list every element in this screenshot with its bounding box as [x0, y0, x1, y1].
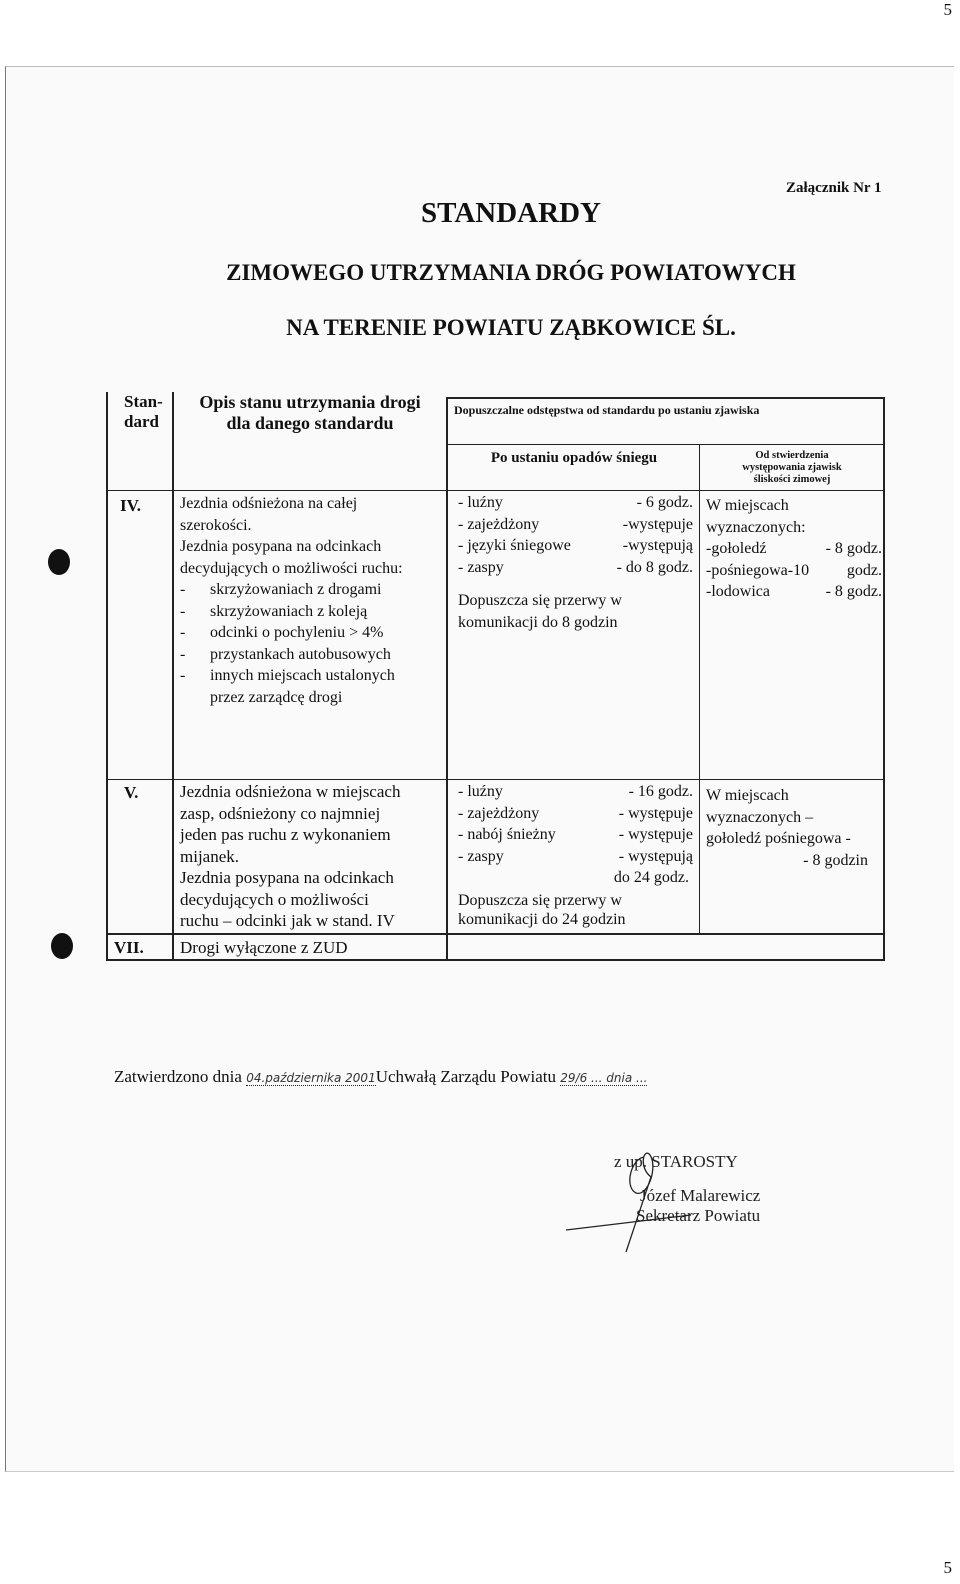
- approval-prefix: Zatwierdzono dnia: [114, 1067, 242, 1086]
- table-border: [106, 392, 108, 961]
- table-border: [448, 444, 885, 445]
- slippery-tail: - 8 godzin: [803, 851, 868, 869]
- snow-extra: do 24 godz.: [613, 869, 689, 886]
- punch-hole: [48, 549, 70, 575]
- table-border: [699, 444, 700, 934]
- description-item: - innych miejscach ustalonych: [180, 667, 395, 684]
- description-item: - odcinki o pochyleniu > 4%: [180, 624, 384, 641]
- header-description: Opis stanu utrzymania drogi dla danego standardu: [199, 392, 421, 433]
- header-snow: Po ustaniu opadów śniegu: [490, 450, 658, 466]
- snow-condition-row: - luźny - 16 godz.: [458, 783, 693, 800]
- slippery-conditions: [706, 785, 884, 871]
- description-line: szerokości.: [180, 516, 252, 534]
- slippery-row: -pośniegowa-10 godz.: [706, 561, 882, 579]
- slippery-row: -lodowica - 8 godz.: [706, 583, 882, 600]
- row-standard: V.: [124, 783, 139, 802]
- handwritten-signature: [566, 1137, 706, 1257]
- attachment-label: Załącznik Nr 1: [786, 180, 882, 196]
- table-border: [446, 397, 885, 399]
- row-description: Drogi wyłączone z ZUD: [180, 938, 348, 957]
- slippery-intro: W miejscach wyznaczonych:: [706, 497, 806, 536]
- snow-condition-row: - języki śniegowe -występują: [458, 537, 693, 554]
- header-slippery: Od stwierdzenia występowania zjawisk śliskości zimowej: [742, 450, 842, 485]
- description-item: - przystankach autobusowych: [180, 645, 391, 663]
- stamp-line: z up. STAROSTY: [614, 1152, 738, 1171]
- snow-condition-row: - zaspy - do 8 godz.: [458, 558, 693, 576]
- header-deviations: Dopuszczalne odstępstwa od standardu po ustaniu zjawiska: [454, 403, 760, 417]
- row-description: [180, 493, 442, 708]
- scanned-document: [5, 66, 954, 1472]
- standards-table: [106, 392, 896, 961]
- description-line: Jezdnia posypana na odcinkach: [180, 538, 382, 555]
- document-subtitle: ZIMOWEGO UTRZYMANIA DRÓG POWIATOWYCH: [226, 260, 796, 285]
- approval-line: [114, 1067, 647, 1087]
- approval-date-handwritten: 04.października 2001: [246, 1071, 376, 1085]
- description-line: Jezdnia odśnieżona na całej: [180, 495, 358, 512]
- table-border: [883, 397, 885, 961]
- description-line: decydujących o możliwości ruchu:: [180, 559, 403, 577]
- table-border: [106, 490, 885, 491]
- slippery-conditions: [706, 495, 882, 603]
- row-standard: VII.: [114, 938, 144, 957]
- snow-conditions: [458, 781, 693, 929]
- table-border: [106, 959, 885, 961]
- snow-condition-row: - zajeżdżony - występuje: [458, 804, 693, 822]
- snow-note: Dopuszcza się przerwy w komunikacji do 24 godzin: [458, 891, 626, 928]
- table-border: [446, 397, 448, 961]
- snow-condition-row: - luźny - 6 godz.: [458, 494, 693, 511]
- table-border: [172, 392, 174, 961]
- table-border: [106, 779, 885, 780]
- snow-condition-row: - zajeżdżony -występuje: [458, 515, 693, 533]
- document-subtitle-area: NA TERENIE POWIATU ZĄBKOWICE ŚL.: [286, 315, 736, 340]
- resolution-text: Uchwałą Zarządu Powiatu: [375, 1067, 557, 1086]
- snow-note: Dopuszcza się przerwy w komunikacji do 8 godzin: [458, 592, 622, 631]
- page-number-top: 5: [943, 0, 952, 19]
- stamp-name: Józef Malarewicz: [640, 1186, 761, 1205]
- row-description: Jezdnia odśnieżona w miejscach zasp, odśnieżony co najmniej jeden pas ruchu z wykonaniem mijanek. Jezdnia posypana na odcinkach decydujących o możliwości ruchu – odcinki jak w stand. IV: [180, 782, 401, 930]
- stamp-title: Sekretarz Powiatu: [636, 1206, 761, 1225]
- description-line: przez zarządcę drogi: [210, 688, 343, 706]
- table-border: [106, 933, 885, 935]
- description-item: - skrzyżowaniach z koleją: [180, 602, 368, 620]
- page-number-bottom: 5: [943, 1558, 952, 1577]
- snow-conditions: [458, 492, 693, 633]
- slippery-text: W miejscach wyznaczonych – gołoledź pośniegowa -: [706, 787, 851, 847]
- resolution-number-handwritten: 29/6 ... dnia ...: [560, 1071, 648, 1085]
- document-title: STANDARDY: [421, 197, 601, 229]
- punch-hole: [51, 933, 73, 959]
- slippery-row: -gołoledź - 8 godz.: [706, 540, 882, 557]
- snow-condition-row: - zaspy - występują: [458, 847, 693, 865]
- snow-condition-row: - nabój śnieżny - występuje: [458, 826, 693, 843]
- header-standard: Stan- dard: [124, 392, 163, 431]
- description-item: - skrzyżowaniach z drogami: [180, 581, 382, 598]
- row-standard: IV.: [120, 496, 141, 515]
